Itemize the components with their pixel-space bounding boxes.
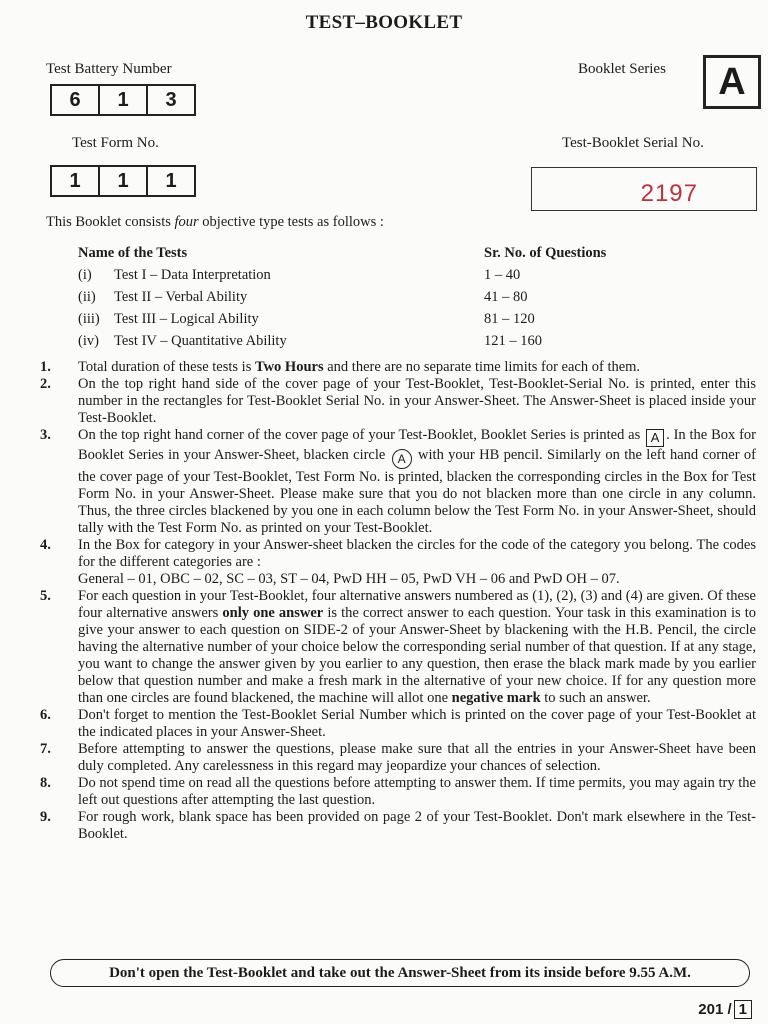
- instruction-number: 7.: [40, 741, 51, 757]
- instruction-number: 4.: [40, 537, 51, 553]
- test-row: [78, 330, 658, 352]
- instruction-number: 5.: [40, 588, 51, 604]
- form-digit: 1: [69, 169, 81, 192]
- question-range: 1 – 40: [484, 266, 521, 283]
- serial-number-value: 2197: [640, 180, 698, 207]
- instruction-text: and there are no separate time limits for each of them.: [323, 359, 641, 375]
- test-number: (iv): [78, 332, 99, 349]
- instruction-number: 2.: [40, 376, 51, 392]
- instruction-number: 8.: [40, 775, 51, 791]
- booklet-series-label: Booklet Series: [578, 61, 666, 77]
- instruction-text: . In the Box for Booklet Series in your Answer-Sheet, blacken circle: [78, 427, 757, 463]
- test-form-label: Test Form No.: [72, 135, 159, 151]
- instruction-item: [40, 376, 756, 427]
- instruction-text: On the top right hand corner of the cover page of your Test-Booklet, Booklet Series is printed as: [78, 427, 641, 443]
- question-range: 41 – 80: [484, 288, 528, 305]
- instruction-text: For rough work, blank space has been provided on page 2 of your Test-Booklet. Don't mark elsewhere in the Test-Booklet.: [78, 809, 756, 842]
- instruction-item: [40, 537, 756, 588]
- instruction-text: On the top right hand side of the cover page of your Test-Booklet, Test-Booklet-Serial No. is printed, enter this number in the rectangles for Test-Booklet Serial No. in your Answer-Sheet. The Answer-Sheet is placed inside your Test-Booklet.: [78, 376, 756, 426]
- battery-number-boxes: [50, 84, 196, 116]
- intro-emphasis: four: [174, 214, 199, 230]
- instruction-text: to such an answer.: [540, 690, 651, 706]
- serial-number-label: Test-Booklet Serial No.: [562, 135, 704, 151]
- instruction-bold: Two Hours: [254, 359, 324, 375]
- test-name: Test IV – Quantitative Ability: [114, 332, 287, 349]
- instruction-item: [40, 741, 756, 775]
- battery-number-label: Test Battery Number: [46, 61, 172, 77]
- question-range: 121 – 160: [484, 332, 542, 349]
- test-number: (ii): [78, 288, 96, 305]
- category-codes: General – 01, OBC – 02, SC – 03, ST – 04, PwD HH – 05, PwD VH – 06 and PwD OH – 07.: [78, 571, 620, 587]
- instruction-text: with your HB pencil. Similarly on the left hand corner of the cover page of your Test-Booklet, Test Form No. is printed, blacken the corresponding circles in the Box for Test Form No. in your Answer-Sheet. Please make sure that you do not blacken more than one circle in any column. Thus, the three circles blackened by you one in each column below the Test Form No. in your Answer-Sheet, should tally with the Test Form No. as printed on your Test-Booklet.: [78, 447, 756, 536]
- battery-digit: 1: [98, 86, 146, 114]
- instruction-text: For each question in your Test-Booklet, four alternative answers numbered as (1), (2), (3) and (4) are given. Of these four alternative answers: [78, 588, 756, 621]
- page-title: TEST–BOOKLET: [305, 12, 463, 33]
- serial-number-box: [531, 167, 757, 211]
- test-name: Test III – Logical Ability: [114, 310, 259, 327]
- series-box-icon: A: [646, 429, 664, 447]
- instruction-item: [40, 359, 756, 376]
- test-row: [78, 286, 658, 308]
- instruction-text: is the correct answer to each question. Your task in this examination is to give your answer to each question on SIDE-2 of your Answer-Sheet by blackening with the H.B. Pencil, the circle having the alternative number of your choice below the corresponding serial number of that question. If at any stage, you want to change the answer given by you earlier to any question, then erase the black mark made by you earlier below that question number and make a fresh mark in the alternative of your new choice. If for any question more than one circles are found blackened, the machine will allot one: [78, 605, 756, 706]
- intro-text-start: This Booklet consists: [46, 214, 175, 230]
- test-number: (iii): [78, 310, 100, 327]
- test-form-boxes: [50, 165, 196, 197]
- booklet-code: 201 /: [698, 1001, 732, 1018]
- question-range: 81 – 120: [484, 310, 535, 327]
- question-range-header: Sr. No. of Questions: [484, 244, 607, 261]
- instruction-item: [40, 588, 756, 707]
- instruction-text: Don't forget to mention the Test-Booklet Serial Number which is printed on the cover page of your Test-Booklet at the indicated places in your Answer-Sheet.: [78, 707, 756, 740]
- form-digit: 1: [146, 167, 194, 195]
- instruction-text: Total duration of these tests is: [78, 359, 255, 375]
- intro-text: [46, 214, 384, 231]
- test-name: Test II – Verbal Ability: [114, 288, 248, 305]
- test-name-header: Name of the Tests: [78, 244, 188, 261]
- tests-table-header: [78, 242, 658, 264]
- opening-time-notice: Don't open the Test-Booklet and take out the Answer-Sheet from its inside before 9.55 A.M.: [50, 959, 750, 987]
- instruction-item: [40, 427, 756, 537]
- intro-text-end: objective type tests as follows :: [198, 214, 384, 230]
- form-digit: 1: [98, 167, 146, 195]
- page-number-box: 1: [734, 1000, 752, 1019]
- instruction-number: 6.: [40, 707, 51, 723]
- instruction-item: [40, 775, 756, 809]
- battery-digit: 3: [146, 86, 194, 114]
- test-row: [78, 308, 658, 330]
- battery-digit: 6: [69, 88, 81, 111]
- instruction-number: 9.: [40, 809, 51, 825]
- instruction-text: In the Box for category in your Answer-sheet blacken the circles for the code of the category you belong. The codes for the different categories are :: [78, 537, 756, 570]
- instruction-number: 3.: [40, 427, 51, 443]
- instruction-item: [40, 809, 756, 843]
- instructions-list: [40, 359, 756, 843]
- test-name: Test I – Data Interpretation: [114, 266, 271, 283]
- instruction-bold: only one answer: [222, 605, 324, 621]
- test-number: (i): [78, 266, 92, 283]
- instruction-bold: negative mark: [451, 690, 541, 706]
- test-row: [78, 264, 658, 286]
- instruction-number: 1.: [40, 359, 51, 375]
- series-circle-icon: A: [392, 449, 412, 469]
- page-number: [698, 1000, 752, 1019]
- booklet-series-box: A: [703, 55, 761, 109]
- instruction-text: Before attempting to answer the questions, please make sure that all the entries in your Answer-Sheet have been duly completed. Any carelessness in this regard may jeopardize your chances of selection.: [78, 741, 756, 774]
- instruction-text: Do not spend time on read all the questions before attempting to answer them. If time permits, you may again try the left out questions after attempting the last question.: [78, 775, 756, 808]
- instruction-item: [40, 707, 756, 741]
- tests-table: [78, 242, 658, 352]
